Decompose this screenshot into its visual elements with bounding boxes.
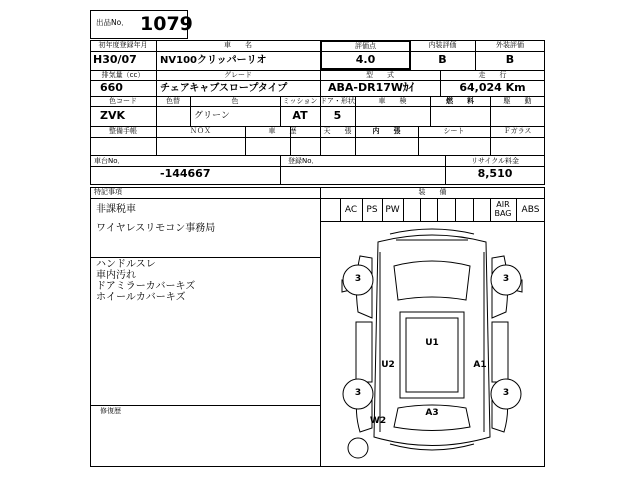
roof-lining-label: 天 張 — [323, 127, 352, 135]
color-code-value: ZVK — [100, 109, 126, 122]
notes-label: 特記事項 — [94, 188, 122, 196]
lot-number: 1079 — [140, 13, 193, 35]
mileage-value: 64,024 Km — [459, 81, 526, 94]
note-line: ドアミラーカバーキズ — [96, 281, 196, 292]
note-line: 車内汚れ — [96, 270, 136, 281]
grade-label: グレード — [224, 71, 252, 79]
maintenance-book-label: 整備手帳 — [109, 127, 137, 135]
damage-mark: U1 — [425, 338, 439, 348]
damage-mark: 3 — [354, 388, 362, 398]
nox-label: ＮＯＸ — [190, 127, 211, 135]
displacement-label: 排気量（cc） — [101, 71, 145, 79]
color-label: 色 — [231, 97, 239, 105]
inspection-label: 車 検 — [378, 97, 407, 105]
equipment-label: 装 備 — [418, 188, 447, 196]
interior-rating-value: B — [438, 53, 447, 66]
damage-mark: 3 — [502, 274, 510, 284]
damage-mark: W2 — [369, 416, 387, 426]
damage-mark: 3 — [502, 388, 510, 398]
color-value: グリーン — [194, 111, 230, 121]
damage-mark: A3 — [425, 408, 439, 418]
score-label: 評価点 — [355, 42, 376, 50]
model-code-label: 型 式 — [366, 71, 394, 79]
first-registration-label: 初年度登録年月 — [98, 41, 148, 49]
note-line: ホイールカバーキズ — [96, 292, 186, 303]
equipment-abs: ABS — [521, 205, 540, 215]
doors-value: 5 — [333, 109, 342, 122]
registration-number-label: 登録No． — [288, 157, 319, 165]
repair-history-label: 修復歴 — [100, 407, 121, 415]
score-value: 4.0 — [355, 53, 376, 66]
interior-trim-label: 内 張 — [372, 127, 401, 135]
car-name-value: NV100クリッパーリオ — [160, 55, 267, 66]
recycle-fee-label: リサイクル料金 — [470, 157, 520, 165]
color-code-label: 色コード — [109, 97, 137, 105]
doors-label: ドア・形状 — [320, 97, 355, 105]
exterior-rating-label: 外装評価 — [496, 41, 524, 49]
equipment-ps: PS — [366, 205, 378, 215]
damage-mark: U2 — [381, 360, 395, 370]
front-glass-label: Ｆガラス — [503, 127, 532, 135]
interior-rating-label: 内装評価 — [428, 41, 457, 49]
first-registration-value: H30/07 — [93, 53, 137, 66]
displacement-value: 660 — [100, 81, 123, 94]
damage-mark: 3 — [354, 274, 362, 284]
equipment-airbag: AIR BAG — [494, 200, 512, 218]
color-change-label: 色替 — [166, 97, 180, 105]
chassis-number-label: 車台No． — [94, 157, 125, 165]
seat-label: シート — [443, 127, 465, 135]
note-line: ハンドルスレ — [96, 259, 156, 270]
fuel-label: 燃 料 — [446, 97, 474, 105]
note-line: 非課税車 — [96, 204, 136, 215]
equipment-ac: AC — [344, 205, 358, 215]
note-line: ワイヤレスリモコン事務局 — [96, 223, 216, 234]
transmission-value: AT — [292, 109, 308, 122]
drive-label: 駆 動 — [503, 97, 532, 105]
mileage-label: 走 行 — [478, 71, 507, 79]
car-history-label: 車 歴 — [268, 127, 297, 135]
transmission-label: ミッション — [282, 97, 318, 105]
chassis-number-value: -144667 — [160, 167, 211, 180]
car-name-label: 車 名 — [224, 41, 252, 49]
recycle-fee-value: 8,510 — [477, 167, 513, 180]
equipment-pw: PW — [385, 205, 400, 215]
damage-mark: A1 — [473, 360, 487, 370]
grade-value: チェアキャブスロープタイプ — [160, 83, 288, 94]
model-code-value: ABA-DR17Wｶｲ — [328, 81, 415, 94]
lot-number-label: 出品No． — [96, 18, 129, 27]
exterior-rating-value: B — [505, 53, 515, 66]
